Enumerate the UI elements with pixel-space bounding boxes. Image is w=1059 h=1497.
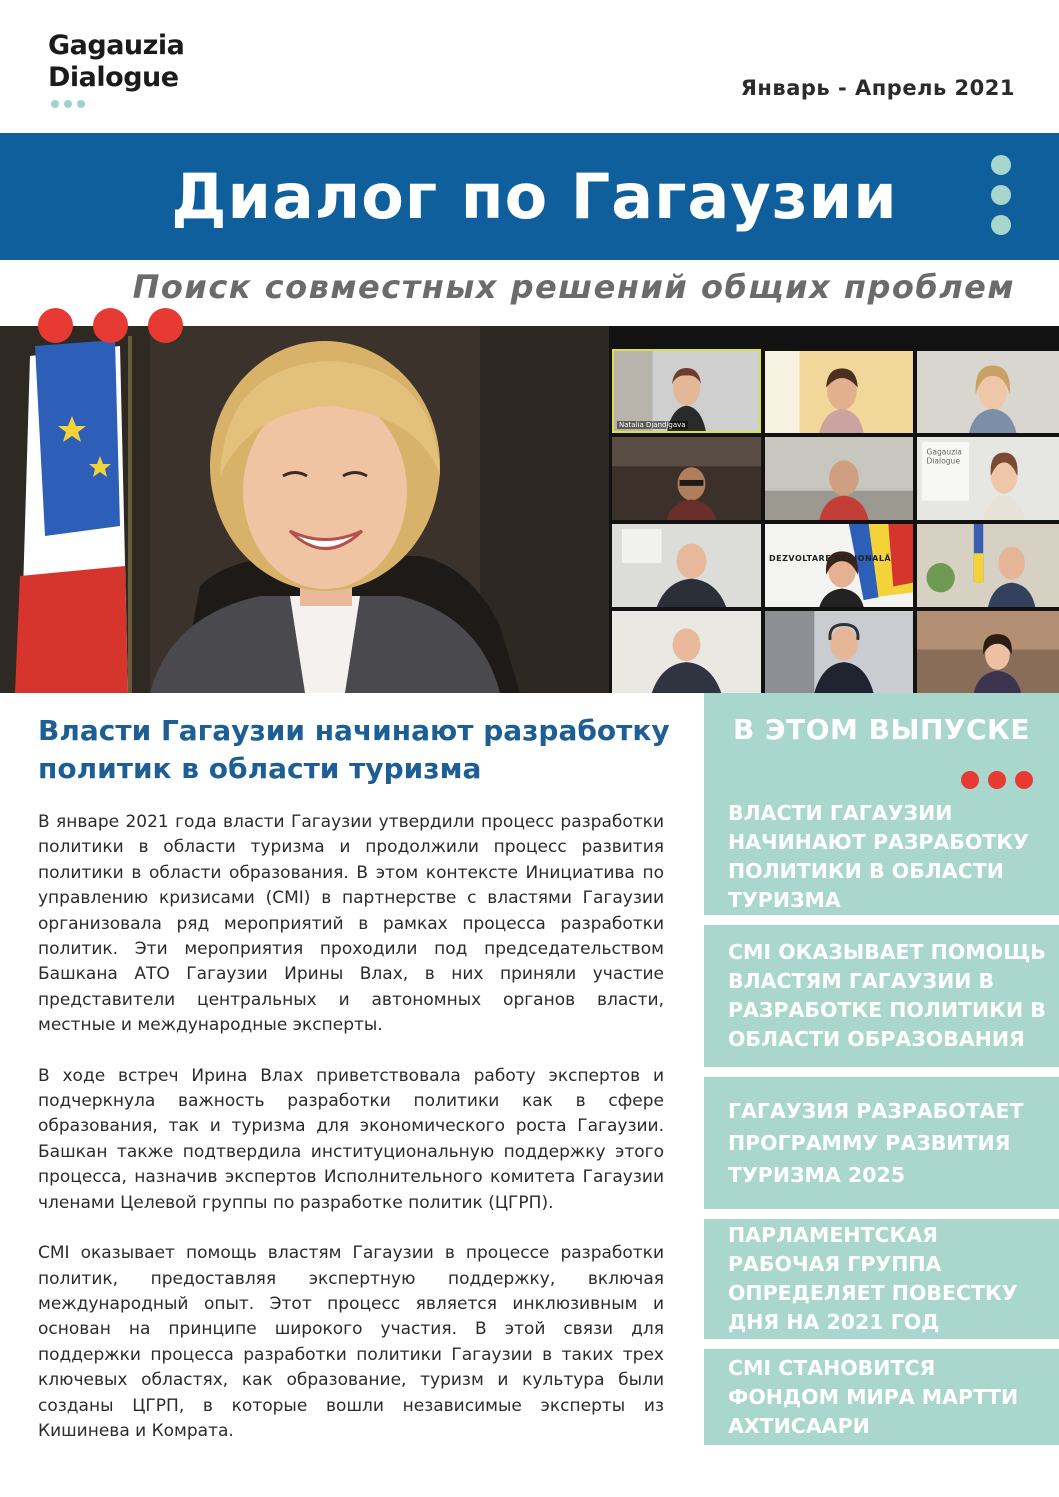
article-title: Власти Гагаузии начинают разработку политик в области туризма: [38, 714, 670, 785]
toc-item[interactable]: [704, 925, 1059, 1067]
title-banner: [0, 133, 1059, 260]
banner-text: DEZVOLTARE REGIONALĂ: [769, 554, 892, 563]
issue-date: Январь - Апрель 2021: [740, 76, 1015, 100]
video-tile: [917, 611, 1059, 693]
toc-item-label: CMI СТАНОВИТСЯ ФОНДОМ МИРА МАРТТИ АХТИСААРИ: [728, 1355, 1019, 1438]
in-this-issue-sidebar: [704, 693, 1059, 1478]
toc-item[interactable]: [704, 1219, 1059, 1339]
video-tile: [612, 349, 761, 433]
logo: [48, 30, 248, 108]
banner-dots-decoration: [991, 155, 1011, 235]
video-tile: [917, 351, 1059, 433]
video-tile: [612, 611, 761, 693]
svg-text:Dialogue: Dialogue: [926, 456, 961, 466]
article-body: [38, 810, 664, 1469]
red-dots-decoration: [38, 308, 183, 343]
video-tile: [612, 437, 761, 520]
sidebar-red-dots: [961, 771, 1033, 789]
video-tile: [612, 524, 761, 607]
toc-item[interactable]: [704, 1077, 1059, 1209]
article-paragraph: CMI оказывает помощь властям Гагаузии в процессе разработки политик, предоставляя экспертную поддержку, включая международный опыт. Этот процесс является инклюзивным и основан на принципе широкого участия. В этой связи для поддержки процесса разработки политики Гагаузии в таких трех ключевых областях, как образование, туризм и культура были созданы ЦГРП, в которые вошли независимые эксперты из Кишинева и Комрата.: [38, 1243, 664, 1441]
main-speaker-photo: [0, 326, 609, 693]
article-paragraph: В ходе встреч Ирина Влах приветствовала работу экспертов и подчеркнула важность разработки политики как в сфере образования, так и туризма для экономического роста Гагаузии. Башкан также подтвердила институциональную поддержку этого процесса, назначив экспертов Исполнительного комитета Гагаузии членами Целевой группы по разработке политик (ЦГРП).: [38, 1065, 664, 1213]
article-paragraph: В январе 2021 года власти Гагаузии утвердили процесс разработки политики в области туризма и продолжили процесс развития политики в области образования. В этом контексте Инициатива по управлению кризисами (CMI) в партнерстве с властями Гагаузии организовала ряд мероприятий в рамках процесса разработки политик. Эти мероприятия проходили под председательством Башкана АТО Гагаузии Ирины Влах, в них приняли участие представители центральных и автономных органов власти, местные и международные эксперты.: [38, 812, 664, 1036]
video-tile: [917, 437, 1059, 520]
svg-text:Gagauzia: Gagauzia: [926, 447, 962, 457]
toc-item-label: CMI ОКАЗЫВАЕТ ПОМОЩЬ ВЛАСТЯМ ГАГАУЗИИ В РАЗРАБОТКЕ ПОЛИТИКИ В ОБЛАСТИ ОБРАЗОВАНИЯ: [728, 940, 1046, 1051]
toc-item-label: ГАГАУЗИЯ РАЗРАБОТАЕТ ПРОГРАММУ РАЗВИТИЯ ТУРИЗМА 2025: [728, 1099, 1024, 1187]
toc-item-label: ВЛАСТИ ГАГАУЗИИ НАЧИНАЮТ РАЗРАБОТКУ ПОЛИТИКИ В ОБЛАСТИ ТУРИЗМА: [728, 801, 1029, 912]
video-tile: [917, 524, 1059, 607]
logo-line-2: Dialogue: [48, 62, 179, 93]
sidebar-header: [704, 693, 1059, 915]
toc-item[interactable]: [704, 1349, 1059, 1445]
participant-name: Natalia Djandjgava: [619, 421, 686, 429]
sidebar-heading: В ЭТОМ ВЫПУСКЕ: [732, 713, 1031, 746]
toc-item-label: ПАРЛАМЕНТСКАЯ РАБОЧАЯ ГРУППА ОПРЕДЕЛЯЕТ ПОВЕСТКУ ДНЯ НА 2021 ГОД: [728, 1223, 1018, 1334]
video-tile: [765, 351, 913, 433]
logo-dots: [51, 100, 248, 108]
toc-item[interactable]: [704, 799, 1059, 915]
logo-line-1: Gagauzia: [48, 30, 185, 61]
newsletter-subtitle: Поиск совместных решений общих проблем: [132, 268, 1015, 306]
video-call-grid: [609, 326, 1059, 693]
video-tile: [765, 611, 913, 693]
video-tile: [765, 524, 913, 607]
video-tile: [765, 437, 913, 520]
newsletter-title: Диалог по Гагаузии: [171, 160, 898, 233]
